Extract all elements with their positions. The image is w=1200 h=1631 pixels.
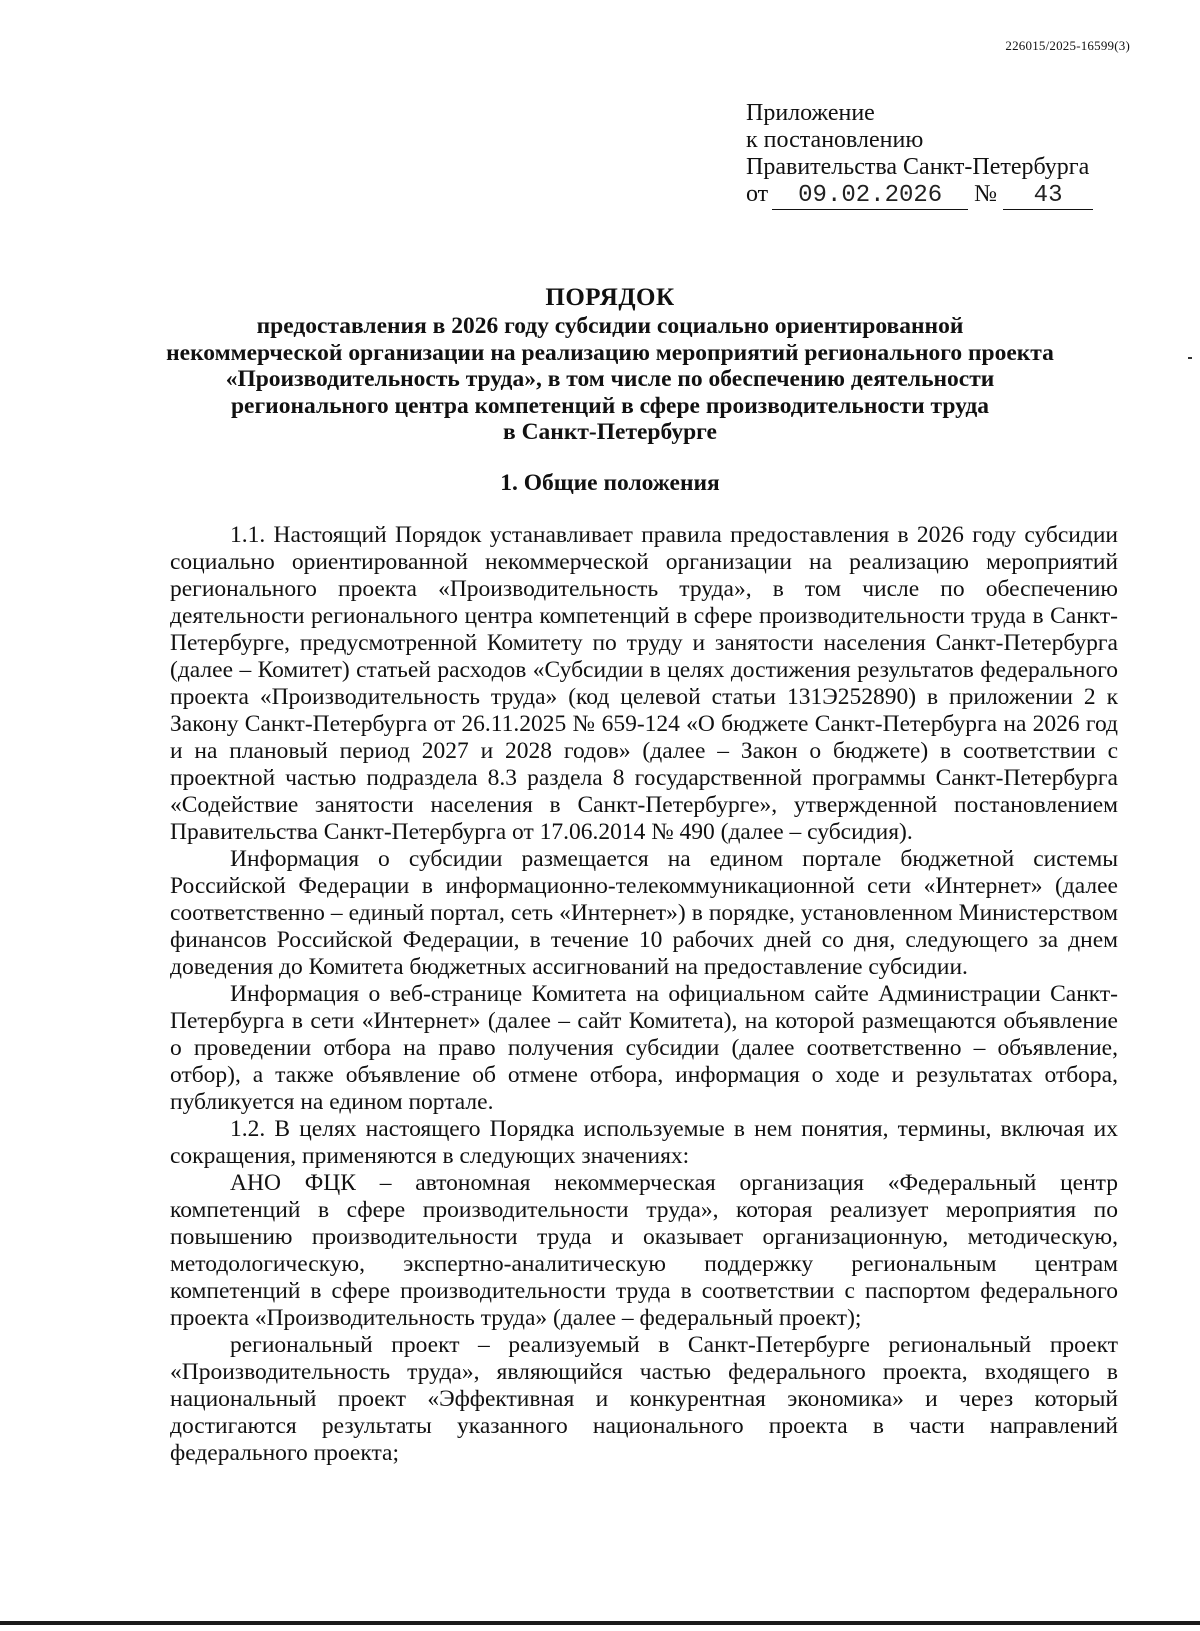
title-line: предоставления в 2026 году субсидии социально ориентированной	[256, 313, 964, 339]
number-prefix: №	[974, 181, 998, 207]
title-line: регионального центра компетенций в сфере производительности труда	[230, 392, 989, 419]
appendix-line-2: к постановлению	[746, 127, 924, 153]
appendix-line-3: Правительства Санкт-Петербурга	[746, 154, 1090, 180]
title-line: «Производительность труда», в том числе по обеспечению деятельности	[225, 366, 995, 393]
decree-date: 09.02.2026	[772, 184, 968, 210]
decree-number: 43	[1003, 184, 1093, 210]
document-title: ПОРЯДОК	[545, 284, 675, 311]
paragraph: региональный проект – реализуемый в Санкт-Петербурге региональный проект «Производительность труда», являющийся частью федерального проекта, входящего в национальный проект «Эффективная и конкурентная экономика» и через который достигаются результаты указанного национального проекта в части направлений федерального проекта;	[170, 1332, 1118, 1466]
document-code: 226015/2025-16599(3)	[1005, 38, 1130, 53]
title-line: некоммерческой организации на реализацию мероприятий регионального проекта	[166, 339, 1054, 366]
date-prefix: от	[746, 181, 769, 207]
scan-artifact	[1188, 357, 1192, 359]
section-body	[170, 522, 1118, 1467]
paragraph: Информация о субсидии размещается на едином портале бюджетной системы Российской Федерации в информационно-телекоммуникационной сети «Интернет» (далее соответственно – единый портал, сеть «Интернет») в порядке, установленном Министерством финансов Российской Федерации, в течение 10 рабочих дней со дня, следующего за днем доведения до Комитета бюджетных ассигнований на предоставление субсидии.	[170, 846, 1118, 980]
paragraph: АНО ФЦК – автономная некоммерческая организация «Федеральный центр компетенций в сфере производительности труда», которая реализует мероприятия по повышению производительности труда и оказывает организационную, методическую, методологическую, экспертно-аналитическую поддержку региональным центрам компетенций в сфере производительности труда в соответствии с паспортом федерального проекта «Производительность труда» (далее – федеральный проект);	[170, 1170, 1118, 1331]
paragraph: 1.1. Настоящий Порядок устанавливает правила предоставления в 2026 году субсидии социально ориентированной некоммерческой организации на реализацию мероприятий регионального проекта «Производительность труда», в том числе по обеспечению деятельности регионального центра компетенций в сфере производительности труда в Санкт-Петербурге, предусмотренной Комитету по труду и занятости населения Санкт-Петербурга (далее – Комитет) статьей расходов «Субсидии в целях достижения результатов федерального проекта «Производительность труда» (код целевой статьи 131Э252890) в приложении 2 к Закону Санкт-Петербурга от 26.11.2025 № 659-124 «О бюджете Санкт-Петербурга на 2026 год и на плановый период 2027 и 2028 годов» (далее – Закон о бюджете) в соответствии с проектной частью подраздела 8.3 раздела 8 государственной программы Санкт-Петербурга «Содействие занятости населения в Санкт-Петербурге», утвержденной постановлением Правительства Санкт-Петербурга от 17.06.2014 № 490 (далее – субсидия).	[170, 522, 1118, 845]
title-line: в Санкт-Петербурге	[503, 419, 717, 446]
paragraph: Информация о веб-странице Комитета на официальном сайте Администрации Санкт-Петербурга в сети «Интернет» (далее – сайт Комитета), на которой размещаются объявление о проведении отбора на право получения субсидии (далее соответственно – объявление, отбор), а также объявление об отмене отбора, информация о ходе и результатах отбора, публикуется на едином портале.	[170, 981, 1118, 1115]
section-heading: 1. Общие положения	[500, 470, 720, 496]
appendix-block	[746, 100, 1093, 210]
appendix-line-1: Приложение	[746, 100, 875, 126]
document-title-block	[160, 283, 1060, 446]
paragraph: 1.2. В целях настоящего Порядка используемые в нем понятия, термины, включая их сокращения, применяются в следующих значениях:	[170, 1116, 1118, 1169]
scan-bottom-edge	[0, 1621, 1200, 1625]
appendix-date-line	[746, 181, 1093, 210]
